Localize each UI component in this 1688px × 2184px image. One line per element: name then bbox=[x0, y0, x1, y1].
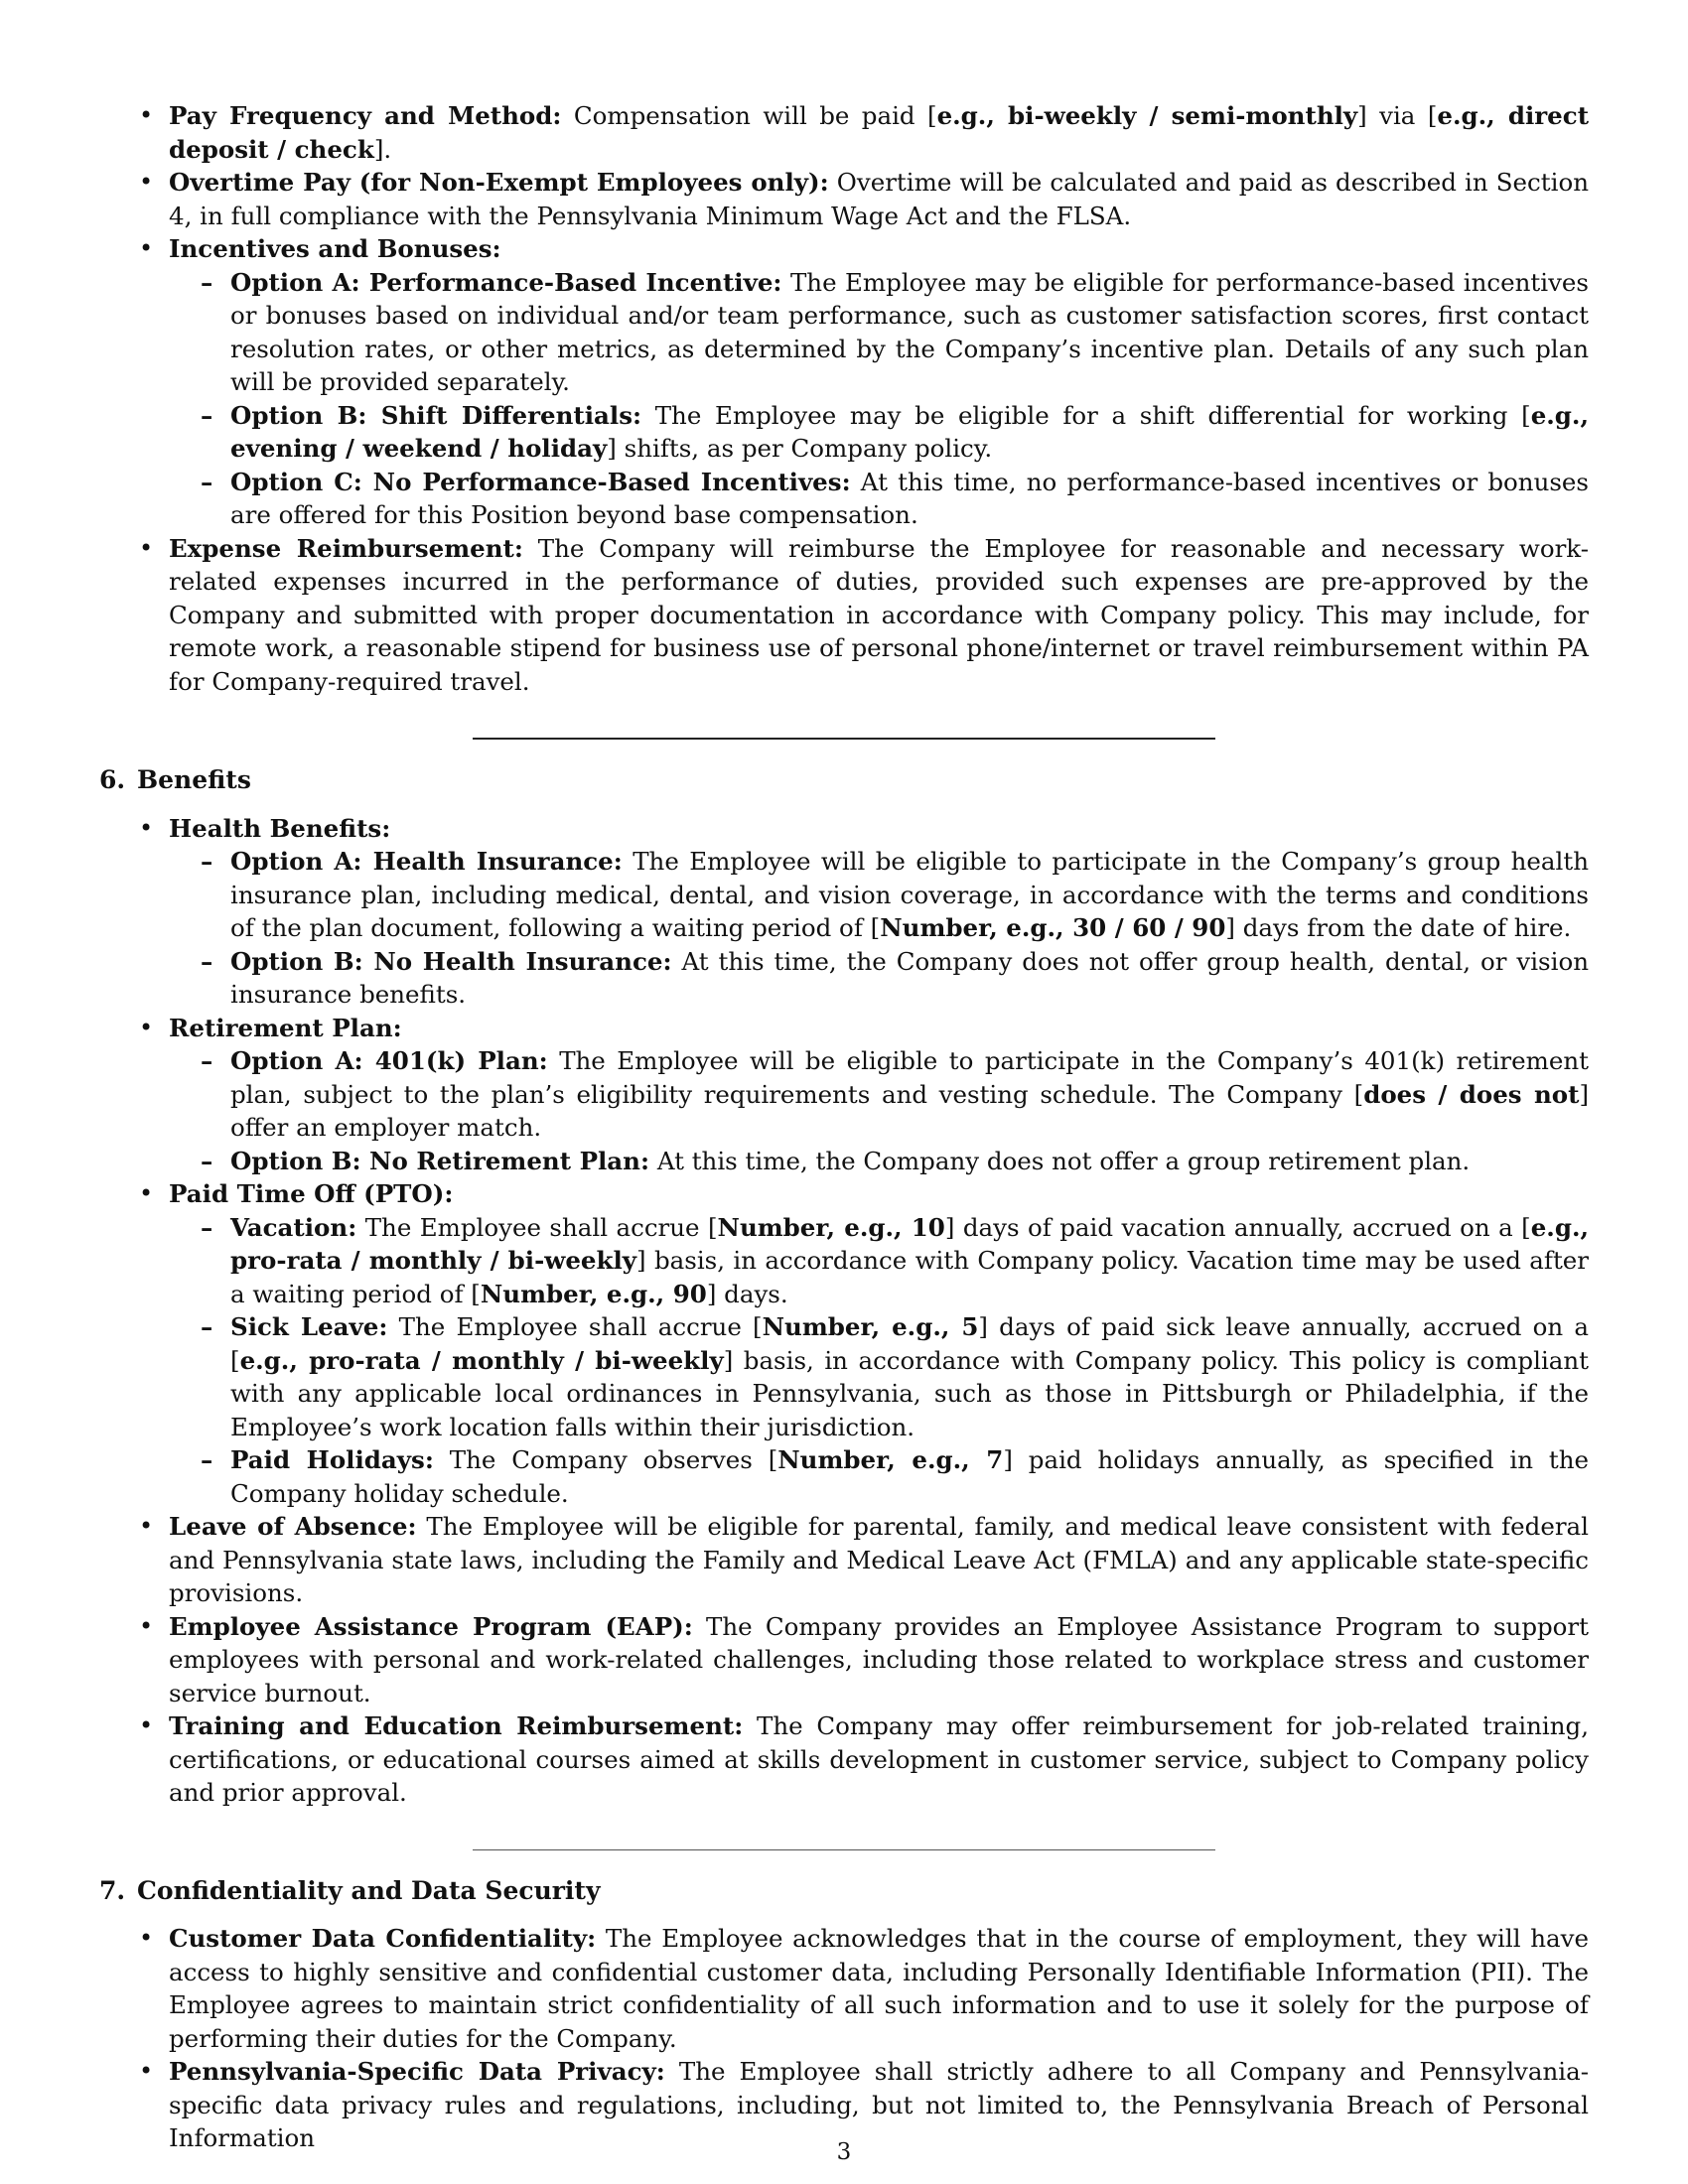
list-item: • Paid Time Off (PTO): – Vacation: The Employee shall accrue [Number, e.g., 10] days of paid vacation annually, accrued on a [e.g., pro-rata / monthly / bi-weekly] basis, in accordance with Company policy. Vacation time may be used after a waiting period of [Number, e.g., 90] days. – Sick Leave: The Employee shall accrue [Number, e.g., 5] days of paid sick leave annually, accrued on a [e.g., pro-rata / monthly / bi-weekly] basis, in accordance with Company policy. This policy is compliant with any applicable local ordinances in Pennsylvania, such as those in Pittsburgh or Philadelphia, if the Employee’s work location falls within their jurisdiction. – Paid Holidays: The Company observes [Number, e.g., 7] paid holidays annually, as specified in the Company holiday schedule. bbox=[99, 1177, 1589, 1510]
health-options-list bbox=[169, 845, 1589, 1012]
sub-list-item: – Option B: No Retirement Plan: At this time, the Company does not offer a group retirement plan. bbox=[169, 1145, 1589, 1178]
sub-list-item: – Option C: No Performance-Based Incentives: At this time, no performance-based incentives or bonuses are offered for this Position beyond base compensation. bbox=[169, 466, 1589, 532]
item-lead: Pay Frequency and Method: bbox=[169, 101, 562, 130]
sub-list-item: – Vacation: The Employee shall accrue [Number, e.g., 10] days of paid vacation annually, accrued on a [e.g., pro-rata / monthly / bi-weekly] basis, in accordance with Company policy. Vacation time may be used after a waiting period of [Number, e.g., 90] days. bbox=[169, 1211, 1589, 1311]
list-item: • Employee Assistance Program (EAP): The Company provides an Employee Assistance Program to support employees with personal and work-related challenges, including those related to workplace stress and customer service burnout. bbox=[99, 1610, 1589, 1710]
sub-list-item: – Option B: Shift Differentials: The Employee may be eligible for a shift differential for working [e.g., evening / weekend / holiday] shifts, as per Company policy. bbox=[169, 399, 1589, 466]
page-number: 3 bbox=[836, 2139, 852, 2165]
sub-list-item: – Paid Holidays: The Company observes [Number, e.g., 7] paid holidays annually, as specified in the Company holiday schedule. bbox=[169, 1443, 1589, 1510]
list-item bbox=[99, 232, 1589, 532]
item-lead: Expense Reimbursement: bbox=[169, 533, 523, 563]
list-item: • Expense Reimbursement: The Company will reimburse the Employee for reasonable and necessary work-related expenses incurred in the performance of duties, provided such expenses are pre-approved by the Company and submitted with proper documentation in accordance with Company policy. This may include, for remote work, a reasonable stipend for business use of personal phone/internet or travel reimbursement within PA for Company-required travel. bbox=[99, 532, 1589, 699]
benefits-list bbox=[99, 812, 1589, 1810]
section-heading: 6. Benefits bbox=[99, 765, 251, 794]
list-item: • Retirement Plan: – Option A: 401(k) Plan: The Employee will be eligible to participate in the Company’s 401(k) retirement plan, subject to the plan’s eligibility requirements and vesting schedule. The Company [does / does not] offer an employer match. – Option B: No Retirement Plan: At this time, the Company does not offer a group retirement plan. bbox=[99, 1012, 1589, 1178]
sub-list-item: – Sick Leave: The Employee shall accrue [Number, e.g., 5] days of paid sick leave annually, accrued on a [e.g., pro-rata / monthly / bi-weekly] basis, in accordance with Company policy. This policy is compliant with any applicable local ordinances in Pennsylvania, such as those in Pittsburgh or Philadelphia, if the Employee’s work location falls within their jurisdiction. bbox=[169, 1310, 1589, 1443]
list-item: • Leave of Absence: The Employee will be eligible for parental, family, and medical leave consistent with federal and Pennsylvania state laws, including the Family and Medical Leave Act (FMLA) and any applicable state-specific provisions. bbox=[99, 1510, 1589, 1610]
incentive-options-list bbox=[169, 266, 1589, 532]
list-item: • Customer Data Confidentiality: The Employee acknowledges that in the course of employment, they will have access to highly sensitive and confidential customer data, including Personally Identifiable Information (PII). The Employee agrees to maintain strict confidentiality of all such information and to use it solely for the purpose of performing their duties for the Company. bbox=[99, 1922, 1589, 2055]
item-lead: Overtime Pay (for Non-Exempt Employees only): bbox=[169, 168, 829, 197]
sub-list-item: – Option A: Health Insurance: The Employee will be eligible to participate in the Company’s group health insurance plan, including medical, dental, and vision coverage, in accordance with the terms and conditions of the plan document, following a waiting period of [Number, e.g., 30 / 60 / 90] days from the date of hire. bbox=[169, 845, 1589, 945]
sub-list-item: – Option A: 401(k) Plan: The Employee will be eligible to participate in the Company’s 401(k) retirement plan, subject to the plan’s eligibility requirements and vesting schedule. The Company [does / does not] offer an employer match. bbox=[169, 1044, 1589, 1145]
compensation-list bbox=[99, 99, 1589, 698]
list-item: • Health Benefits: – Option A: Health Insurance: The Employee will be eligible to participate in the Company’s group health insurance plan, including medical, dental, and vision coverage, in accordance with the terms and conditions of the plan document, following a waiting period of [Number, e.g., 30 / 60 / 90] days from the date of hire. – Option B: No Health Insurance: At this time, the Company does not offer group health, dental, or vision insurance benefits. bbox=[99, 812, 1589, 1012]
page-content bbox=[99, 99, 1589, 2155]
section-heading: 7. Confidentiality and Data Security bbox=[99, 1875, 601, 1905]
retirement-options-list bbox=[169, 1044, 1589, 1177]
pto-list bbox=[169, 1211, 1589, 1511]
confidentiality-list bbox=[99, 1922, 1589, 2155]
list-item: • Overtime Pay (for Non-Exempt Employees only): Overtime will be calculated and paid as described in Section 4, in full compliance with the Pennsylvania Minimum Wage Act and the FLSA. bbox=[99, 166, 1589, 232]
list-item: • Pennsylvania-Specific Data Privacy: The Employee shall strictly adhere to all Company and Pennsylvania-specific data privacy rules and regulations, including, but not limited to, the Pennsylvania Breach of Personal Information bbox=[99, 2055, 1589, 2155]
sub-list-item: – Option B: No Health Insurance: At this time, the Company does not offer group health, dental, or vision insurance benefits. bbox=[169, 945, 1589, 1012]
list-item: • Pay Frequency and Method: Compensation will be paid [e.g., bi-weekly / semi-monthly] via [e.g., direct deposit / check]. bbox=[99, 99, 1589, 166]
list-item: • Training and Education Reimbursement: The Company may offer reimbursement for job-related training, certifications, or educational courses aimed at skills development in customer service, subject to Company policy and prior approval. bbox=[99, 1709, 1589, 1810]
sub-list-item: – Option A: Performance-Based Incentive: The Employee may be eligible for performance-based incentives or bonuses based on individual and/or team performance, such as customer satisfaction scores, first contact resolution rates, or other metrics, as determined by the Company’s incentive plan. Details of any such plan will be provided separately. bbox=[169, 266, 1589, 399]
item-lead: Incentives and Bonuses: bbox=[169, 234, 501, 263]
